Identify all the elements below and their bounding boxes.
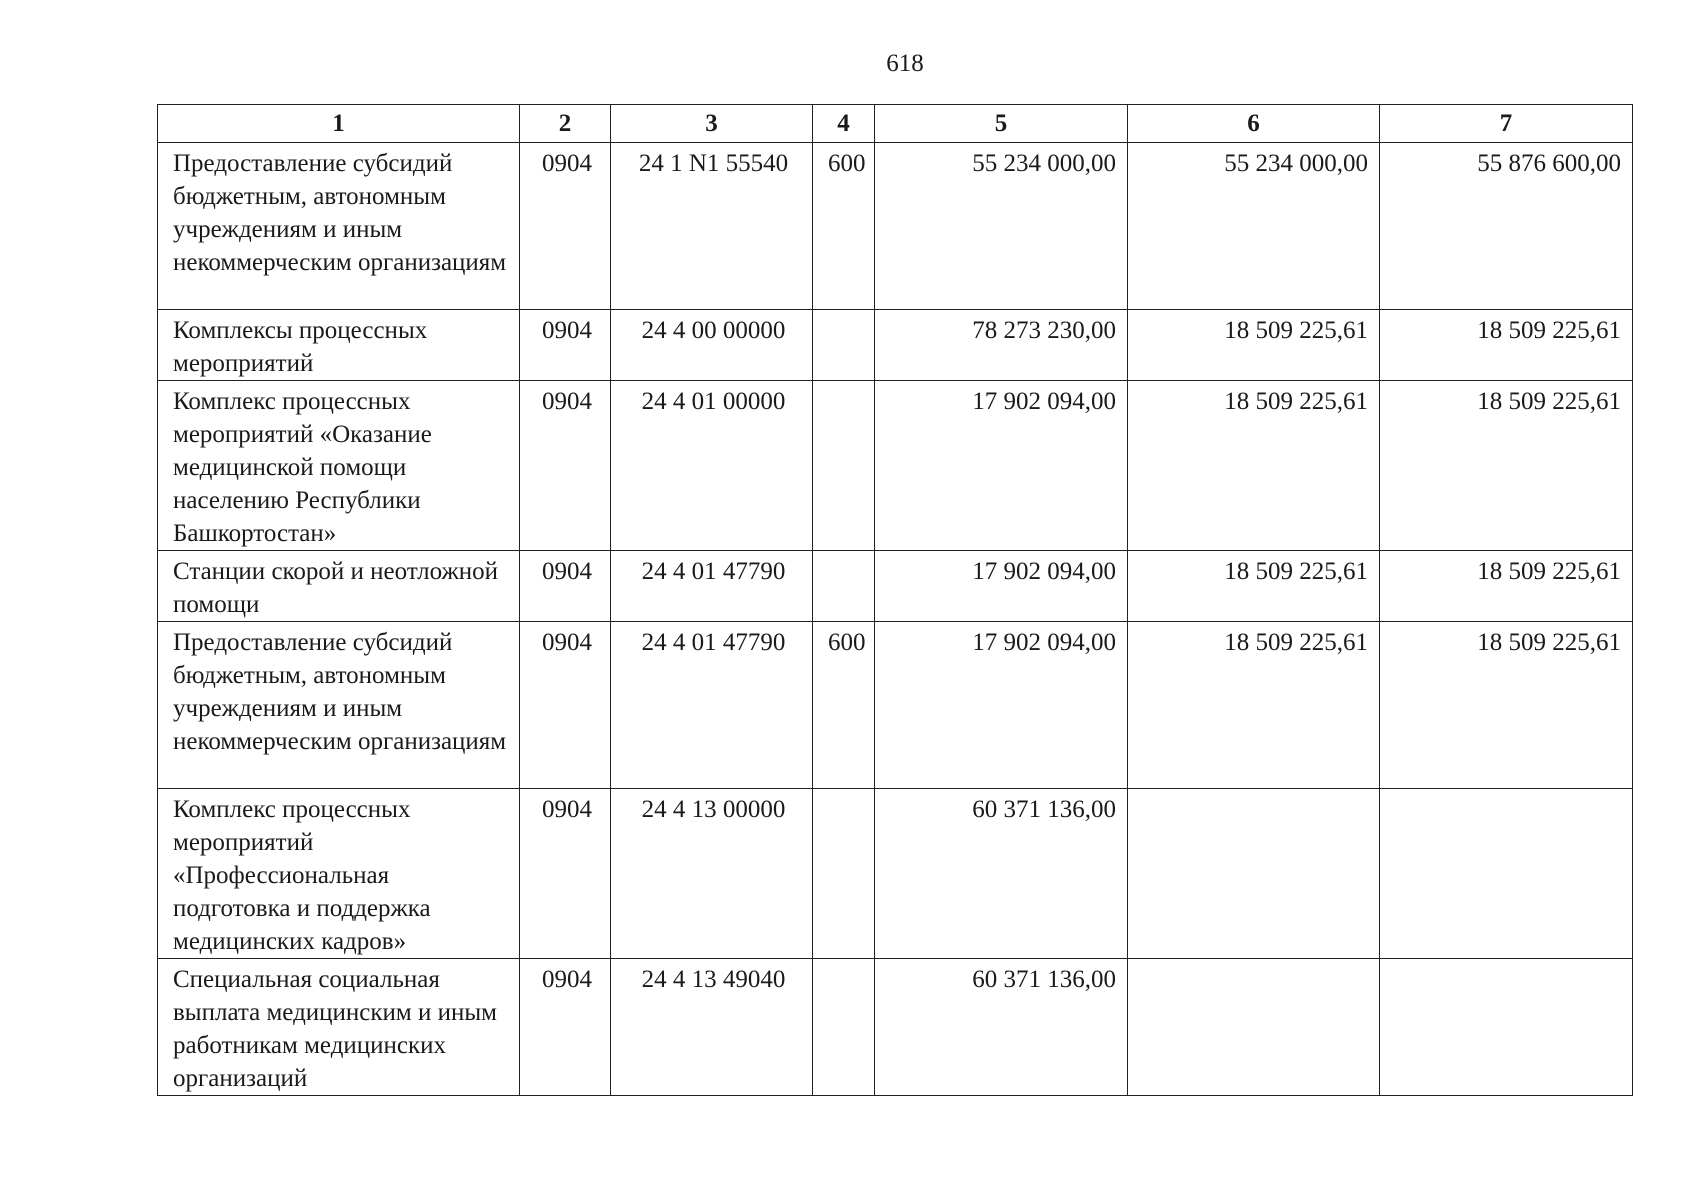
row-expense-type bbox=[813, 381, 875, 551]
row-section: 0904 bbox=[520, 310, 611, 381]
column-header-1: 1 bbox=[158, 105, 520, 143]
row-name: Предоставление субсидий бюджетным, автономным учреждениям и иным некоммерческим организациям bbox=[158, 143, 520, 310]
table-row bbox=[158, 310, 1633, 381]
row-name: Станции скорой и неотложной помощи bbox=[158, 551, 520, 622]
row-code: 24 4 01 00000 bbox=[611, 381, 813, 551]
row-amount-7: 18 509 225,61 bbox=[1380, 310, 1633, 381]
row-amount-5: 17 902 094,00 bbox=[875, 622, 1128, 789]
row-amount-6: 18 509 225,61 bbox=[1128, 622, 1380, 789]
row-code: 24 4 13 00000 bbox=[611, 789, 813, 959]
row-section: 0904 bbox=[520, 143, 611, 310]
row-expense-type bbox=[813, 551, 875, 622]
row-amount-6 bbox=[1128, 959, 1380, 1096]
row-code: 24 1 N1 55540 bbox=[611, 143, 813, 310]
row-amount-7: 18 509 225,61 bbox=[1380, 622, 1633, 789]
column-header-5: 5 bbox=[875, 105, 1128, 143]
column-header-6: 6 bbox=[1128, 105, 1380, 143]
row-name: Комплекс процессных мероприятий «Оказание медицинской помощи населению Республики Башкортостан» bbox=[158, 381, 520, 551]
row-expense-type bbox=[813, 310, 875, 381]
table-row bbox=[158, 789, 1633, 959]
row-amount-7: 18 509 225,61 bbox=[1380, 381, 1633, 551]
row-section: 0904 bbox=[520, 622, 611, 789]
row-amount-7: 55 876 600,00 bbox=[1380, 143, 1633, 310]
row-amount-7: 18 509 225,61 bbox=[1380, 551, 1633, 622]
column-header-4: 4 bbox=[813, 105, 875, 143]
row-amount-6: 55 234 000,00 bbox=[1128, 143, 1380, 310]
row-code: 24 4 01 47790 bbox=[611, 551, 813, 622]
column-header-7: 7 bbox=[1380, 105, 1633, 143]
row-amount-5: 60 371 136,00 bbox=[875, 789, 1128, 959]
table-row bbox=[158, 959, 1633, 1096]
row-amount-6 bbox=[1128, 789, 1380, 959]
row-section: 0904 bbox=[520, 789, 611, 959]
row-amount-5: 17 902 094,00 bbox=[875, 381, 1128, 551]
row-amount-5: 55 234 000,00 bbox=[875, 143, 1128, 310]
row-amount-5: 60 371 136,00 bbox=[875, 959, 1128, 1096]
column-header-2: 2 bbox=[520, 105, 611, 143]
row-expense-type: 600 bbox=[813, 143, 875, 310]
table-header-row bbox=[158, 105, 1633, 143]
row-amount-5: 17 902 094,00 bbox=[875, 551, 1128, 622]
row-section: 0904 bbox=[520, 551, 611, 622]
row-expense-type bbox=[813, 789, 875, 959]
row-amount-6: 18 509 225,61 bbox=[1128, 551, 1380, 622]
row-expense-type: 600 bbox=[813, 622, 875, 789]
row-section: 0904 bbox=[520, 381, 611, 551]
budget-table bbox=[157, 104, 1633, 1096]
table-row bbox=[158, 551, 1633, 622]
column-header-3: 3 bbox=[611, 105, 813, 143]
row-amount-7 bbox=[1380, 789, 1633, 959]
row-code: 24 4 01 47790 bbox=[611, 622, 813, 789]
table-row bbox=[158, 381, 1633, 551]
row-name: Специальная социальная выплата медицинским и иным работникам медицинских организаций bbox=[158, 959, 520, 1096]
row-expense-type bbox=[813, 959, 875, 1096]
row-name: Комплекс процессных мероприятий «Профессиональная подготовка и поддержка медицинских кадров» bbox=[158, 789, 520, 959]
row-name: Предоставление субсидий бюджетным, автономным учреждениям и иным некоммерческим организациям bbox=[158, 622, 520, 789]
table-row bbox=[158, 622, 1633, 789]
row-code: 24 4 00 00000 bbox=[611, 310, 813, 381]
page-number: 618 bbox=[886, 50, 924, 77]
row-amount-5: 78 273 230,00 bbox=[875, 310, 1128, 381]
table-row bbox=[158, 143, 1633, 310]
row-code: 24 4 13 49040 bbox=[611, 959, 813, 1096]
row-name: Комплексы процессных мероприятий bbox=[158, 310, 520, 381]
row-section: 0904 bbox=[520, 959, 611, 1096]
row-amount-6: 18 509 225,61 bbox=[1128, 310, 1380, 381]
row-amount-7 bbox=[1380, 959, 1633, 1096]
row-amount-6: 18 509 225,61 bbox=[1128, 381, 1380, 551]
